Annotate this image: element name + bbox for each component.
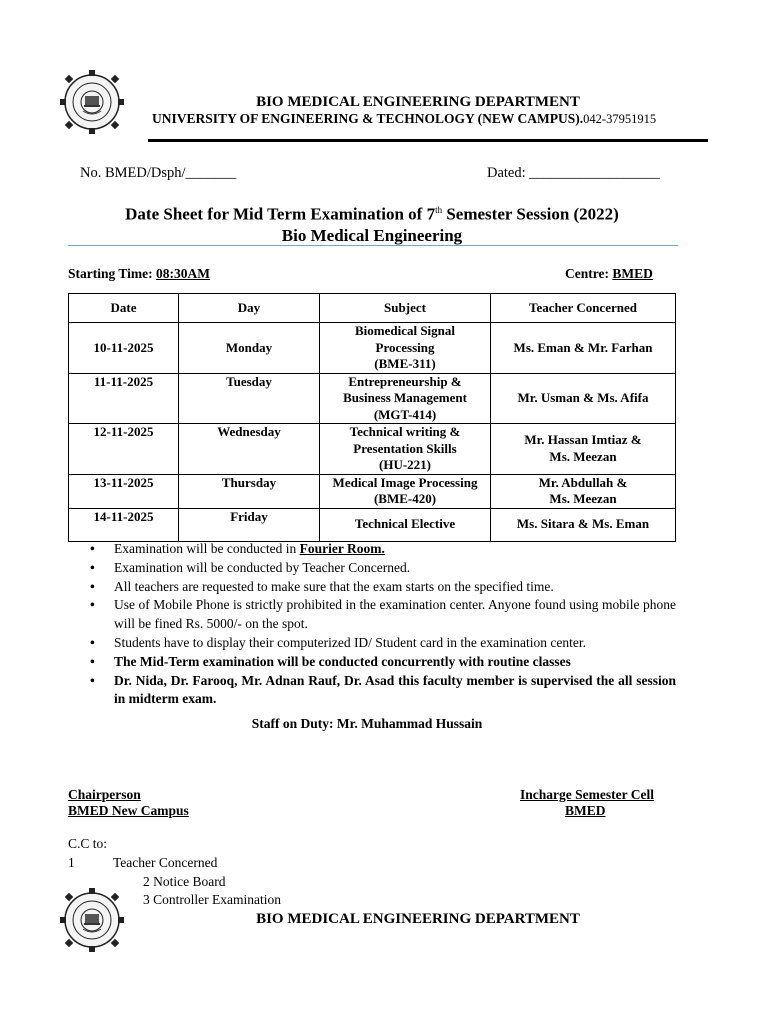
list-item: • Dr. Nida, Dr. Farooq, Mr. Adnan Rauf, Dr. Asad this faculty member is supervised the all session in midterm exam. — [90, 672, 676, 710]
instructions-list — [90, 540, 676, 709]
col-header-date: Date — [69, 294, 179, 323]
teacher-cell: Mr. Usman & Ms. Afifa — [491, 373, 676, 424]
title-line-1: Date Sheet for Mid Term Examination of 7th Semester Session (2022) — [125, 204, 619, 224]
day-cell: Monday — [179, 323, 320, 374]
footer-department-title: BIO MEDICAL ENGINEERING DEPARTMENT — [256, 911, 580, 927]
col-header-subject: Subject — [320, 294, 491, 323]
list-item: • Students have to display their computerized ID/ Student card in the examination center. — [90, 634, 676, 653]
teacher-cell: Ms. Sitara & Ms. Eman — [491, 508, 676, 541]
date-sheet-title — [0, 200, 744, 246]
list-item: • Use of Mobile Phone is strictly prohibited in the examination center. Anyone found using mobile phone will be fined Rs. 5000/- on the spot. — [90, 596, 676, 634]
subject-cell: Entrepreneurship & Business Management (MGT-414) — [320, 373, 491, 424]
cc-item: 2 Notice Board — [143, 874, 226, 889]
cc-item-number: 1 — [68, 855, 75, 870]
subject-cell: Technical writing & Presentation Skills (HU-221) — [320, 424, 491, 475]
date-cell: 10-11-2025 — [69, 323, 179, 374]
list-item: • Examination will be conducted by Teacher Concerned. — [90, 559, 676, 578]
starting-time: Starting Time: 08:30AM — [68, 266, 211, 281]
subject-cell: Medical Image Processing (BME-420) — [320, 474, 491, 508]
table-row — [69, 373, 676, 424]
university-name: UNIVERSITY OF ENGINEERING & TECHNOLOGY (NEW CAMPUS). — [152, 111, 584, 126]
cc-item: 3 Controller Examination — [143, 892, 281, 907]
table-row — [69, 323, 676, 374]
col-header-teacher: Teacher Concerned — [491, 294, 676, 323]
cc-item: Teacher Concerned — [113, 855, 218, 870]
table-row — [69, 424, 676, 475]
date-cell: 13-11-2025 — [69, 474, 179, 508]
date-cell: 11-11-2025 — [69, 373, 179, 424]
chairperson-campus: BMED New Campus — [68, 803, 189, 818]
subject-cell: Technical Elective — [320, 508, 491, 541]
teacher-cell: Mr. Abdullah & Ms. Meezan — [491, 474, 676, 508]
teacher-cell: Ms. Eman & Mr. Farhan — [491, 323, 676, 374]
phone-number: 042-37951915 — [583, 112, 657, 126]
dated-field: Dated: __________________ — [487, 165, 660, 181]
reference-number: No. BMED/Dsph/_______ — [80, 165, 237, 181]
title-divider — [68, 245, 678, 246]
incharge-dept: BMED — [565, 803, 606, 818]
title-line-2: Bio Medical Engineering — [281, 225, 463, 245]
col-header-day: Day — [179, 294, 320, 323]
date-cell: 12-11-2025 — [69, 424, 179, 475]
department-title: BIO MEDICAL ENGINEERING DEPARTMENT — [256, 94, 580, 110]
day-cell: Tuesday — [179, 373, 320, 424]
chairperson-title: Chairperson — [68, 787, 141, 802]
centre: Centre: BMED — [565, 266, 653, 281]
table-header-row — [69, 294, 676, 323]
day-cell: Wednesday — [179, 424, 320, 475]
schedule-table — [68, 293, 676, 542]
university-line — [152, 111, 656, 127]
table-row — [69, 474, 676, 508]
incharge-title: Incharge Semester Cell — [520, 787, 654, 802]
list-item: • Examination will be conducted in Fourier Room. — [90, 540, 676, 559]
list-item: • All teachers are requested to make sure that the exam starts on the specified time. — [90, 578, 676, 597]
header-divider — [148, 139, 708, 142]
teacher-cell: Mr. Hassan Imtiaz & Ms. Meezan — [491, 424, 676, 475]
date-cell: 14-11-2025 — [69, 508, 179, 541]
day-cell: Friday — [179, 508, 320, 541]
table-row — [69, 508, 676, 541]
list-item: • The Mid-Term examination will be conducted concurrently with routine classes — [90, 653, 676, 672]
cc-label: C.C to: — [68, 836, 108, 851]
subject-cell: Biomedical Signal Processing (BME-311) — [320, 323, 491, 374]
staff-on-duty: Staff on Duty: Mr. Muhammad Hussain — [251, 716, 483, 731]
day-cell: Thursday — [179, 474, 320, 508]
